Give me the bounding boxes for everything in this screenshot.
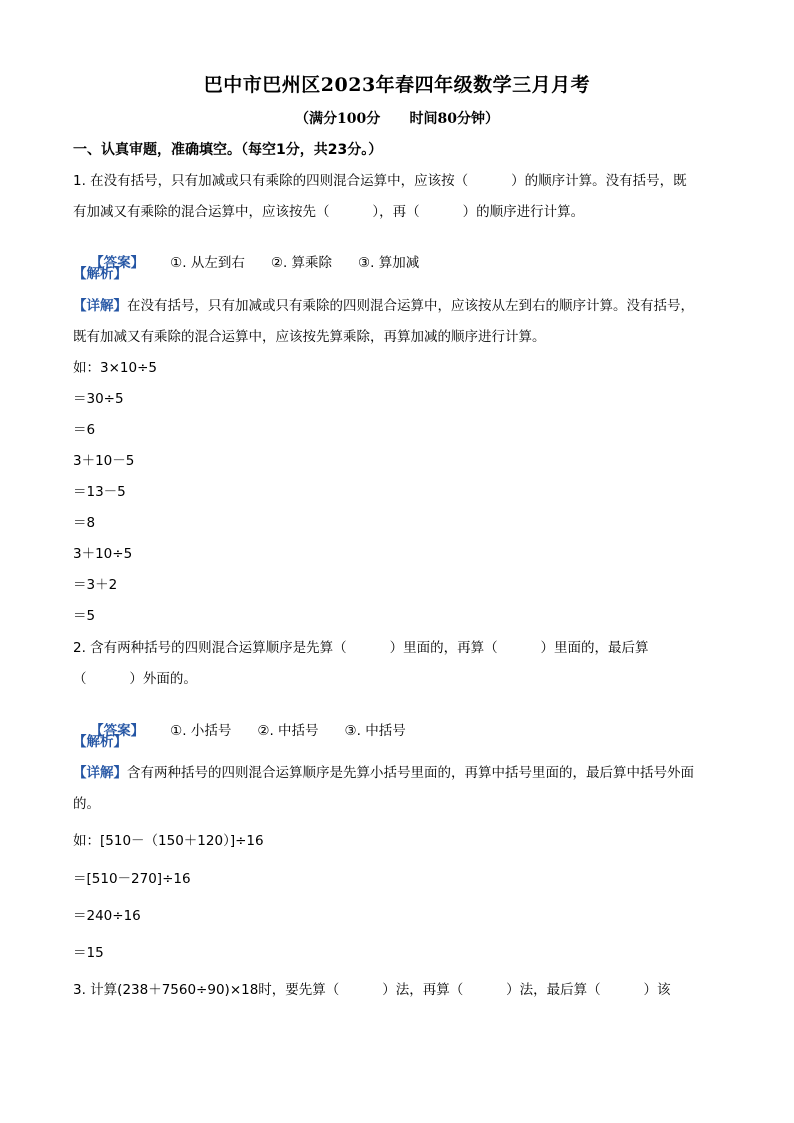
question-1-line-2: 有加减又有乘除的混合运算中，应该按先（ ），再（ ）的顺序进行计算。 bbox=[73, 204, 585, 220]
detail-line-1 bbox=[73, 296, 694, 316]
question-2-line-1: 2. 含有两种括号的四则混合运算顺序是先算（ ）里面的，再算（ ）里面的，最后算 bbox=[73, 640, 649, 656]
example-line: ＝240÷16 bbox=[73, 908, 141, 924]
detail-line-2: 既有加减又有乘除的混合运算中，应该按先算乘除，再算加减的顺序进行计算。 bbox=[73, 329, 546, 345]
answer-item: ②. 中括号 bbox=[257, 723, 319, 739]
example-line: ＝[510－270]÷16 bbox=[73, 871, 191, 887]
detail-text: 在没有括号，只有加减或只有乘除的四则混合运算中，应该按从左到右的顺序计算。没有括号， bbox=[127, 298, 694, 314]
example-line: 如：3×10÷5 bbox=[73, 360, 157, 376]
detail-line-1 bbox=[73, 763, 694, 783]
example-line: ＝8 bbox=[73, 515, 96, 531]
question-2-line-2: （ ）外面的。 bbox=[73, 671, 197, 687]
answer-item: ③. 中括号 bbox=[344, 723, 406, 739]
answer-tag: 【答案】 bbox=[90, 723, 145, 739]
analysis-tag: 【解析】 bbox=[73, 734, 127, 750]
example-line: 如：[510－（150＋120）]÷16 bbox=[73, 833, 264, 849]
detail-text: 含有两种括号的四则混合运算顺序是先算小括号里面的，再算中括号里面的，最后算中括号外面 bbox=[127, 765, 694, 781]
page-title: 巴中市巴州区2023年春四年级数学三月月考 bbox=[203, 74, 591, 96]
question-3-line-1: 3. 计算(238＋7560÷90)×18时，要先算（ ）法，再算（ ）法，最后算（ ）该 bbox=[73, 982, 671, 998]
example-line: ＝5 bbox=[73, 608, 96, 624]
answer-item: ①. 从左到右 bbox=[170, 255, 245, 271]
detail-tag: 【详解】 bbox=[73, 765, 127, 781]
section-heading: 一、认真审题，准确填空。（每空1分，共23分。） bbox=[73, 142, 383, 158]
detail-line-2: 的。 bbox=[73, 796, 100, 812]
example-line: ＝30÷5 bbox=[73, 391, 124, 407]
example-line: ＝15 bbox=[73, 945, 104, 961]
answer-row bbox=[73, 233, 419, 293]
detail-tag: 【详解】 bbox=[73, 298, 127, 314]
answer-item: ②. 算乘除 bbox=[270, 255, 333, 271]
example-line: ＝13－5 bbox=[73, 484, 126, 500]
answer-item: ①. 小括号 bbox=[170, 723, 232, 739]
page-subtitle: （满分100分 时间80分钟） bbox=[295, 111, 499, 127]
example-line: 3＋10÷5 bbox=[73, 546, 133, 562]
question-1-line-1: 1. 在没有括号，只有加减或只有乘除的四则混合运算中，应该按（ ）的顺序计算。没有括号，既 bbox=[73, 173, 687, 189]
answer-item: ③. 算加减 bbox=[358, 255, 420, 271]
answer-tag: 【答案】 bbox=[90, 255, 145, 271]
example-line: ＝6 bbox=[73, 422, 96, 438]
example-line: ＝3＋2 bbox=[73, 577, 118, 593]
example-line: 3＋10－5 bbox=[73, 453, 135, 469]
answer-row bbox=[73, 701, 406, 761]
analysis-tag: 【解析】 bbox=[73, 266, 127, 282]
